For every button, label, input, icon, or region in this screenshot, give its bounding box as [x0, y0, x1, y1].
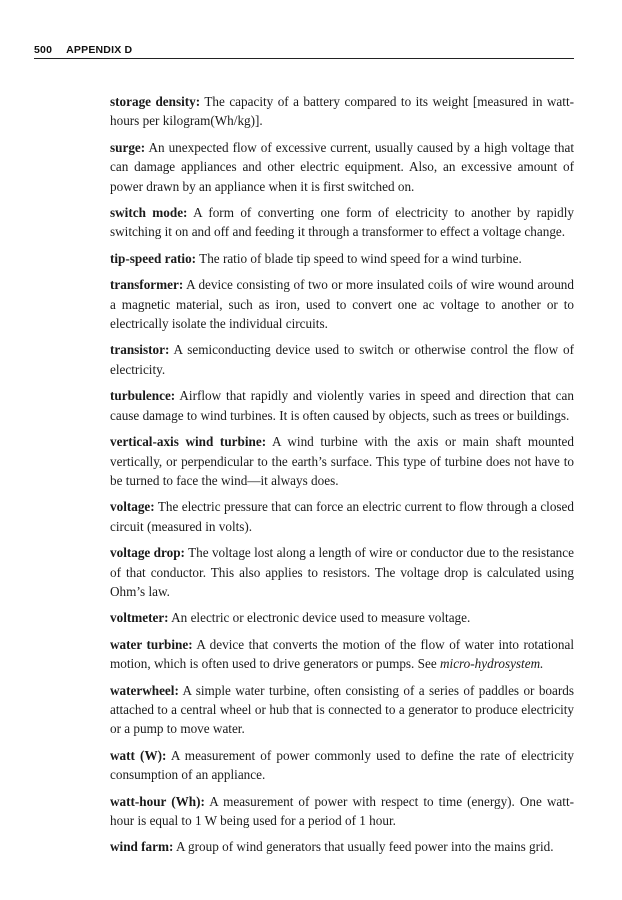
glossary-definition: Airflow that rapidly and violently varies in speed and direction that can cause damage to wind turbines. It is often caused by objects, such as trees or buildings.: [110, 388, 574, 423]
glossary-definition: A form of converting one form of electricity to another by rapidly switching it on and off and feeding it through a transformer to effect a voltage change.: [110, 205, 574, 240]
glossary-entry-switch-mode: [110, 203, 574, 242]
glossary-entry-water-turbine: [110, 635, 574, 674]
glossary-definition: The capacity of a battery compared to its weight [measured in watt-hours per kilogram(Wh/kg)].: [110, 94, 574, 129]
glossary-definition: The ratio of blade tip speed to wind speed for a wind turbine.: [199, 250, 522, 266]
section-title: APPENDIX D: [66, 44, 133, 56]
glossary-entries: [110, 92, 574, 864]
glossary-entry-transformer: [110, 275, 574, 333]
glossary-entry-voltage: [110, 497, 574, 536]
glossary-term: switch mode:: [110, 205, 188, 221]
glossary-term: water turbine:: [110, 636, 193, 652]
glossary-entry-tip-speed-ratio: [110, 249, 574, 268]
glossary-entry-wind-farm: [110, 837, 574, 856]
glossary-term: transistor:: [110, 342, 170, 358]
glossary-term: tip-speed ratio:: [110, 250, 197, 266]
glossary-term: vertical-axis wind turbine:: [110, 434, 267, 450]
glossary-entry-turbulence: [110, 386, 574, 425]
glossary-definition: An unexpected flow of excessive current, usually caused by a high voltage that can damage appliances and other electric equipment. Also, an excessive amount of power drawn by an appliance when it is first switched on.: [110, 139, 574, 194]
glossary-entry-surge: [110, 138, 574, 196]
glossary-definition: The electric pressure that can force an electric current to flow through a closed circuit (measured in volts).: [110, 499, 575, 534]
glossary-term: surge:: [110, 139, 146, 155]
glossary-term: voltage:: [110, 499, 155, 515]
glossary-definition: A device that converts the motion of the flow of water into rotational motion, which is often used to drive generators or pumps. See: [110, 636, 574, 672]
glossary-definition: An electric or electronic device used to measure voltage.: [171, 610, 471, 626]
running-head: [34, 44, 574, 59]
glossary-definition: The voltage lost along a length of wire or conductor due to the resistance of that conductor. This also applies to resistors. The voltage drop is calculated using Ohm’s law.: [110, 545, 574, 599]
glossary-term: voltage drop:: [110, 545, 185, 561]
glossary-entry-voltage-drop: [110, 543, 574, 601]
glossary-definition: A measurement of power commonly used to define the rate of electricity consumption of an appliance.: [110, 747, 574, 783]
glossary-definition: A semiconducting device used to switch or otherwise control the flow of electricity.: [110, 342, 574, 377]
glossary-term: storage density:: [110, 94, 201, 109]
glossary-term: watt (W):: [110, 747, 167, 763]
glossary-term: wind farm:: [110, 839, 174, 855]
glossary-definition: A wind turbine with the axis or main shaft mounted vertically, or perpendicular to the earth’s surface. This type of turbine does not have to be turned to face the wind—it always does.: [110, 434, 574, 488]
glossary-entry-storage-density: [110, 92, 574, 131]
glossary-term: voltmeter:: [110, 610, 169, 626]
glossary-definition: A measurement of power with respect to time (energy). One watt-hour is equal to 1 W being used for a period of 1 hour.: [110, 793, 575, 828]
glossary-entry-waterwheel: [110, 681, 574, 739]
glossary-entry-vertical-axis-wind-turbine: [110, 432, 574, 490]
glossary-term: waterwheel:: [110, 682, 179, 698]
glossary-term: transformer:: [110, 277, 184, 293]
glossary-definition: A group of wind generators that usually feed power into the mains grid.: [175, 839, 554, 855]
cross-reference: micro-hydrosystem.: [440, 656, 544, 672]
glossary-term: turbulence:: [110, 388, 176, 404]
glossary-definition: A device consisting of two or more insulated coils of wire wound around a magnetic material, such as iron, used to convert one ac voltage to another or to electrically isolate the individual circuits.: [110, 277, 574, 332]
glossary-entry-voltmeter: [110, 608, 574, 627]
glossary-term: watt-hour (Wh):: [110, 793, 205, 809]
glossary-entry-watt: [110, 746, 574, 785]
page-number: 500: [34, 44, 53, 56]
glossary-entry-watt-hour: [110, 792, 574, 831]
glossary-entry-transistor: [110, 340, 574, 379]
glossary-definition: A simple water turbine, often consisting of a series of paddles or boards attached to a central wheel or hub that is connected to a generator to produce electricity or a pump to move water.: [110, 682, 574, 737]
